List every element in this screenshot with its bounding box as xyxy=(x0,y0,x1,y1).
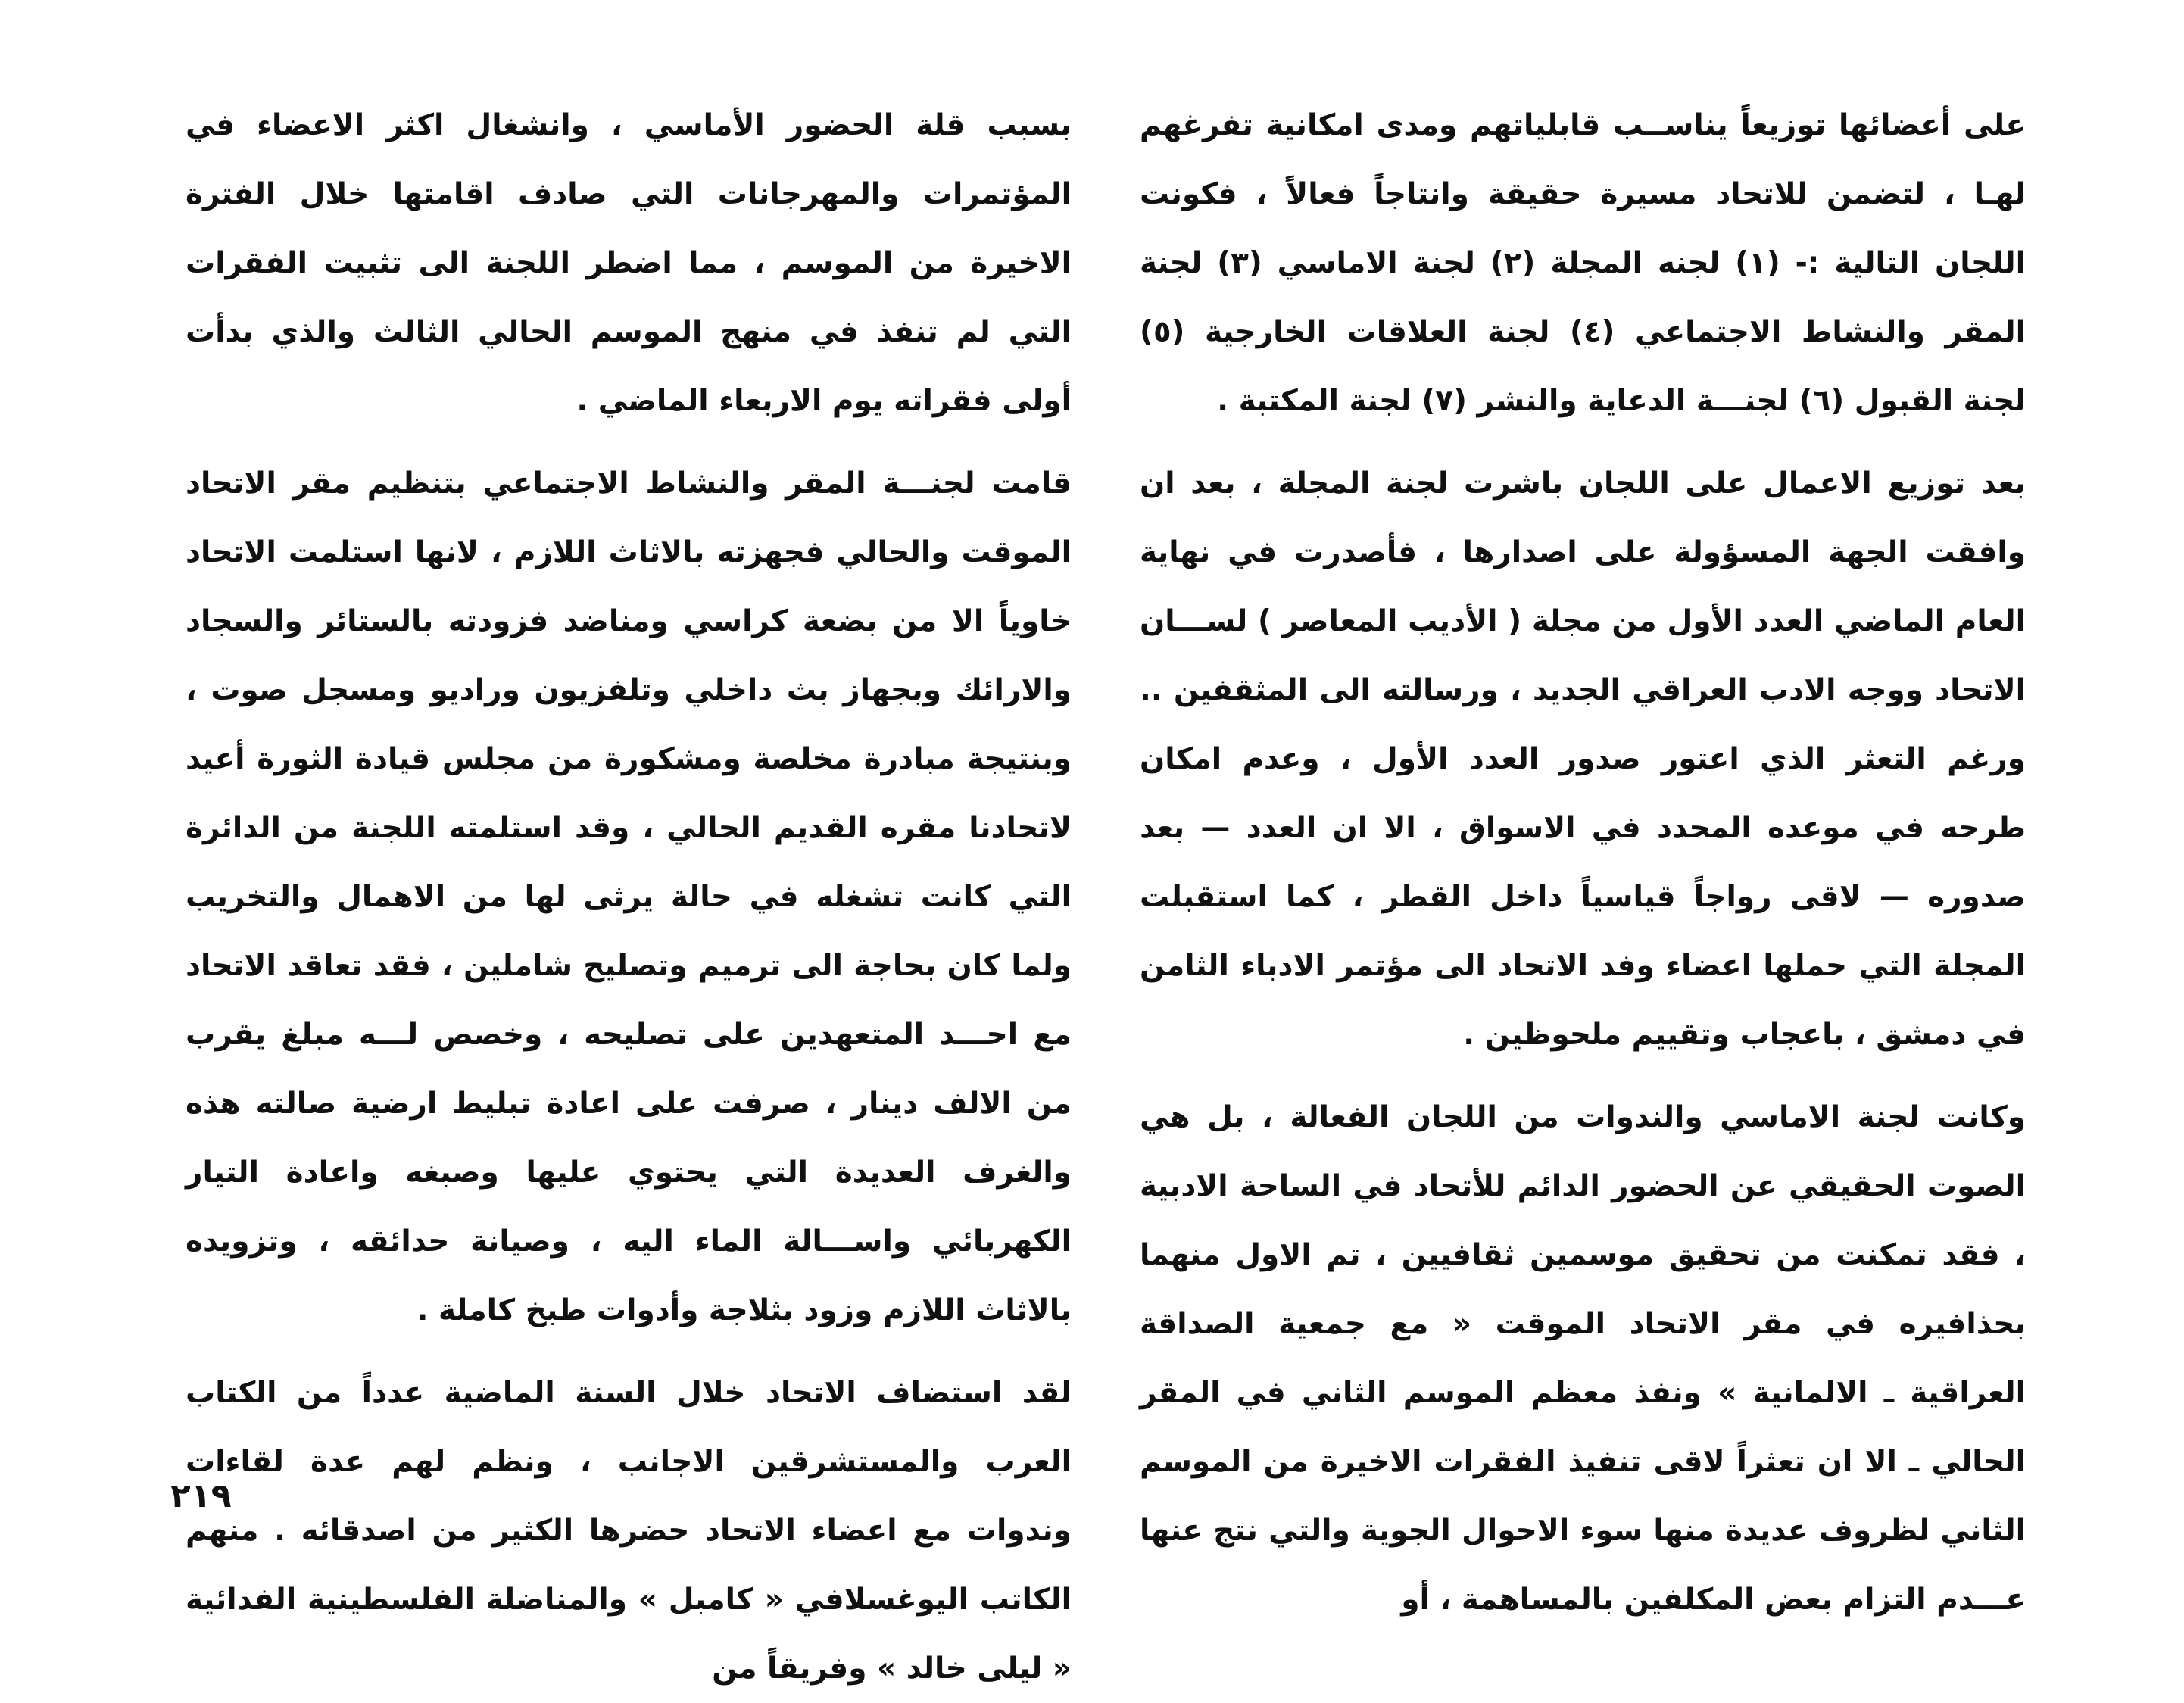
right-text-column xyxy=(1140,91,2026,1634)
paragraph: بسبب قلة الحضور الأماسي ، وانشغال اكثر الاعضاء في المؤتمرات والمهرجانات التي صادف اقامتها خلال الفترة الاخيرة من الموسم ، مما اضطر اللجنة الى تثبيت الفقرات التي لم تنفذ في منهج الموسم الحالي الثالث والذي بدأت أولى فقراته يوم الاربعاء الماضي . xyxy=(186,108,1072,418)
paragraph: بعد توزيع الاعمال على اللجان باشرت لجنة المجلة ، بعد ان وافقت الجهة المسؤولة على اصدارها ، فأصدرت في نهاية العام الماضي العدد الأول من مجلة ( الأديب المعاصر ) لســـان الاتحاد ووجه الادب العراقي الجديد ، ورسالته الى المثقفين .. ورغم التعثر الذي اعتور صدور العدد الأول ، وعدم امكان طرحه في موعده المحدد في الاسواق ، الا ان العدد — بعد صدوره — لاقى رواجاً قياسياً داخل القطر ، كما استقبلت المجلة التي حملها اعضاء وفد الاتحاد الى مؤتمر الادباء الثامن في دمشق ، باعجاب وتقييم ملحوظين . xyxy=(1140,466,2026,1052)
paragraph: على أعضائها توزيعاً يناســب قابلياتهم ومدى امكانية تفرغهم لهـا ، لتضمن للاتحاد مسيرة حقيقة وانتاجاً فعالاً ، فكونت اللجان التالية :- (١) لجنه المجلة (٢) لجنة الاماسي (٣) لجنة المقر والنشاط الاجتماعي (٤) لجنة العلاقات الخارجية (٥) لجنة القبول (٦) لجنـــة الدعاية والنشر (٧) لجنة المكتبة . xyxy=(1140,108,2026,418)
paragraph: لقد استضاف الاتحاد خلال السنة الماضية عدداً من الكتاب العرب والمستشرقين الاجانب ، ونظم لهم عدة لقاءات وندوات مع اعضاء الاتحاد حضرها الكثير من اصدقائه . منهم الكاتب اليوغسلافي « كامبل » والمناضلة الفلسطينية الفدائية « ليلى خالد » وفريقاً من xyxy=(186,1376,1072,1686)
paragraph: قامت لجنـــة المقر والنشاط الاجتماعي بتنظيم مقر الاتحاد الموقت والحالي فجهزته بالاثاث اللازم ، لانها استلمت الاتحاد خاوياً الا من بضعة كراسي ومناضد فزودته بالستائر والسجاد والارائك وبجهاز بث داخلي وتلفزيون وراديو ومسجل صوت ، وبنتيجة مبادرة مخلصة ومشكورة من مجلس قيادة الثورة أعيد لاتحادنا مقره القديم الحالي ، وقد استلمته اللجنة من الدائرة التي كانت تشغله في حالة يرثى لها من الاهمال والتخريب ولما كان بحاجة الى ترميم وتصليح شاملين ، فقد تعاقد الاتحاد مع احـــد المتعهدين على تصليحه ، وخصص لـــه مبلغ يقرب من الالف دينار ، صرفت على اعادة تبليط ارضية صالته هذه والغرف العديدة التي يحتوي عليها وصبغه واعادة التيار الكهربائي واســـالة الماء اليه ، وصيانة حدائقه ، وتزويده بالاثاث اللازم وزود بثلاجة وأدوات طبخ كاملة . xyxy=(186,466,1072,1327)
paragraph: وكانت لجنة الاماسي والندوات من اللجان الفعالة ، بل هي الصوت الحقيقي عن الحضور الدائم للأتحاد في الساحة الادبية ، فقد تمكنت من تحقيق موسمين ثقافيين ، تم الاول منهما بحذافيره في مقر الاتحاد الموقت « مع جمعية الصداقة العراقية ـ الالمانية » ونفذ معظم الموسم الثاني في المقر الحالي ـ الا ان تعثراً لاقى تنفيذ الفقرات الاخيرة من الموسم الثاني لظروف عديدة منها سوء الاحوال الجوية والتي نتج عنها عـــدم التزام بعض المكلفين بالمساهمة ، أو xyxy=(1140,1100,2026,1617)
left-text-column xyxy=(186,91,1072,1703)
page-number: ٢١٩ xyxy=(170,1477,232,1515)
